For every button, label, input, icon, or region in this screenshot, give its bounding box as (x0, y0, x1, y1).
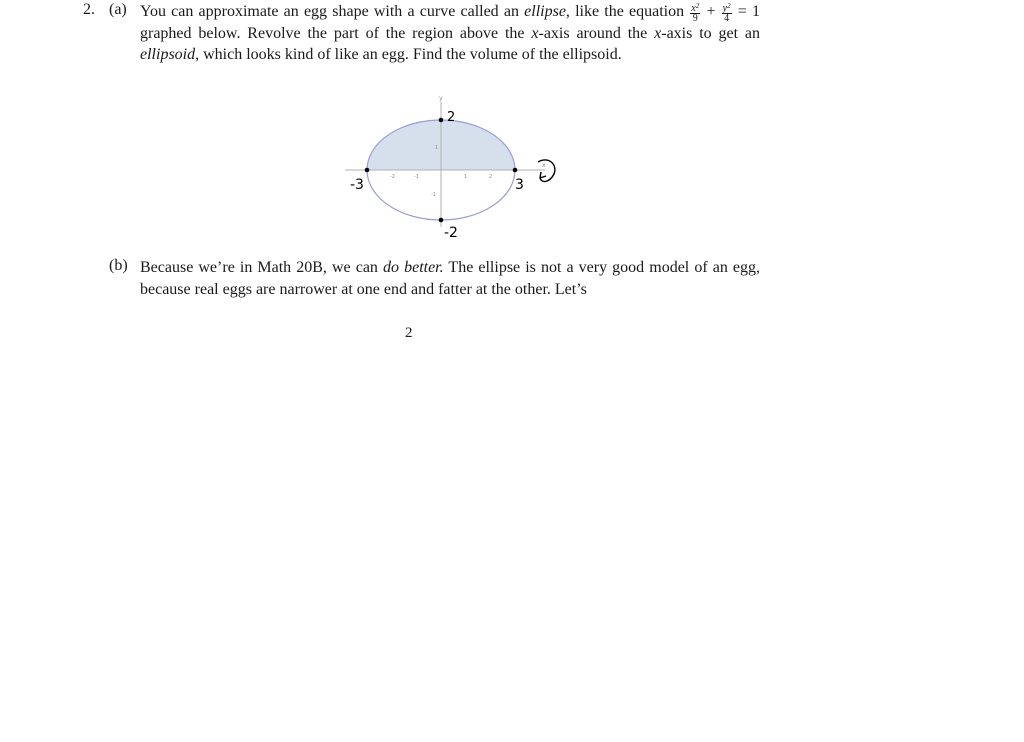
ellipse-term: ellipse (524, 3, 566, 20)
frac1-exp: 2 (695, 1, 700, 10)
annotation-left: -3 (350, 177, 364, 193)
rotation-arrowhead (540, 172, 546, 178)
tick-y-neg1: -1 (431, 192, 436, 198)
ellipsoid-term: ellipsoid (140, 46, 196, 64)
annotation-bottom: -2 (444, 225, 458, 241)
tick-y-pos1: 1 (435, 145, 439, 151)
part-a-label: (a) (109, 1, 127, 18)
frac1-den: 9 (692, 12, 698, 24)
part-a-end: , which looks kind of like an egg. Find the volume of the ellipsoid. (195, 46, 622, 64)
point-bottom (439, 218, 444, 223)
fraction-y-squared-over-4 (722, 2, 732, 23)
part-b-text (140, 257, 760, 300)
axis-text-2: -axis to get an (661, 24, 760, 42)
fraction-x-squared-over-9 (690, 2, 700, 23)
do-better-term: do better. (383, 259, 444, 276)
x-variable-2: x (654, 24, 662, 42)
tick-pos1: 1 (464, 174, 468, 180)
frac2-num: y (722, 2, 728, 14)
part-b-label: (b) (109, 257, 128, 274)
tick-pos2: 2 (489, 174, 493, 180)
annotation-top: 2 (447, 110, 456, 125)
plus-sign: + (706, 3, 716, 20)
equation-rest: = 1 graphed below. Revolve the part of the region above the (140, 3, 761, 42)
part-a-text (140, 1, 760, 66)
point-top (439, 118, 444, 123)
x-axis-label: x (542, 162, 546, 169)
annotation-right: 3 (515, 177, 524, 193)
tick-neg1: -1 (414, 174, 419, 180)
y-axis-label: y (439, 95, 443, 102)
x-variable: x (531, 24, 539, 42)
frac2-den: 4 (724, 12, 730, 24)
point-left (365, 168, 370, 173)
part-a-line1-before: You can approximate an egg shape with a curve called an (140, 3, 525, 20)
part-b-after: The ellipse is not a very good model of an egg, because real eggs are narrower at one end and fatter at the other. Let’s (140, 259, 761, 298)
problem-number: 2. (83, 1, 95, 18)
part-b-before: Because we’re in Math 20B, we can (140, 259, 384, 276)
axis-text-1: -axis around the (538, 24, 655, 42)
ellipse-graph (330, 92, 570, 242)
part-a-line1-after: , like the equation (565, 3, 685, 20)
frac1-num: x (691, 2, 696, 14)
point-right (513, 168, 518, 173)
tick-neg2: -2 (390, 174, 395, 180)
page-number: 2 (405, 325, 413, 341)
frac2-exp: 2 (727, 1, 731, 10)
